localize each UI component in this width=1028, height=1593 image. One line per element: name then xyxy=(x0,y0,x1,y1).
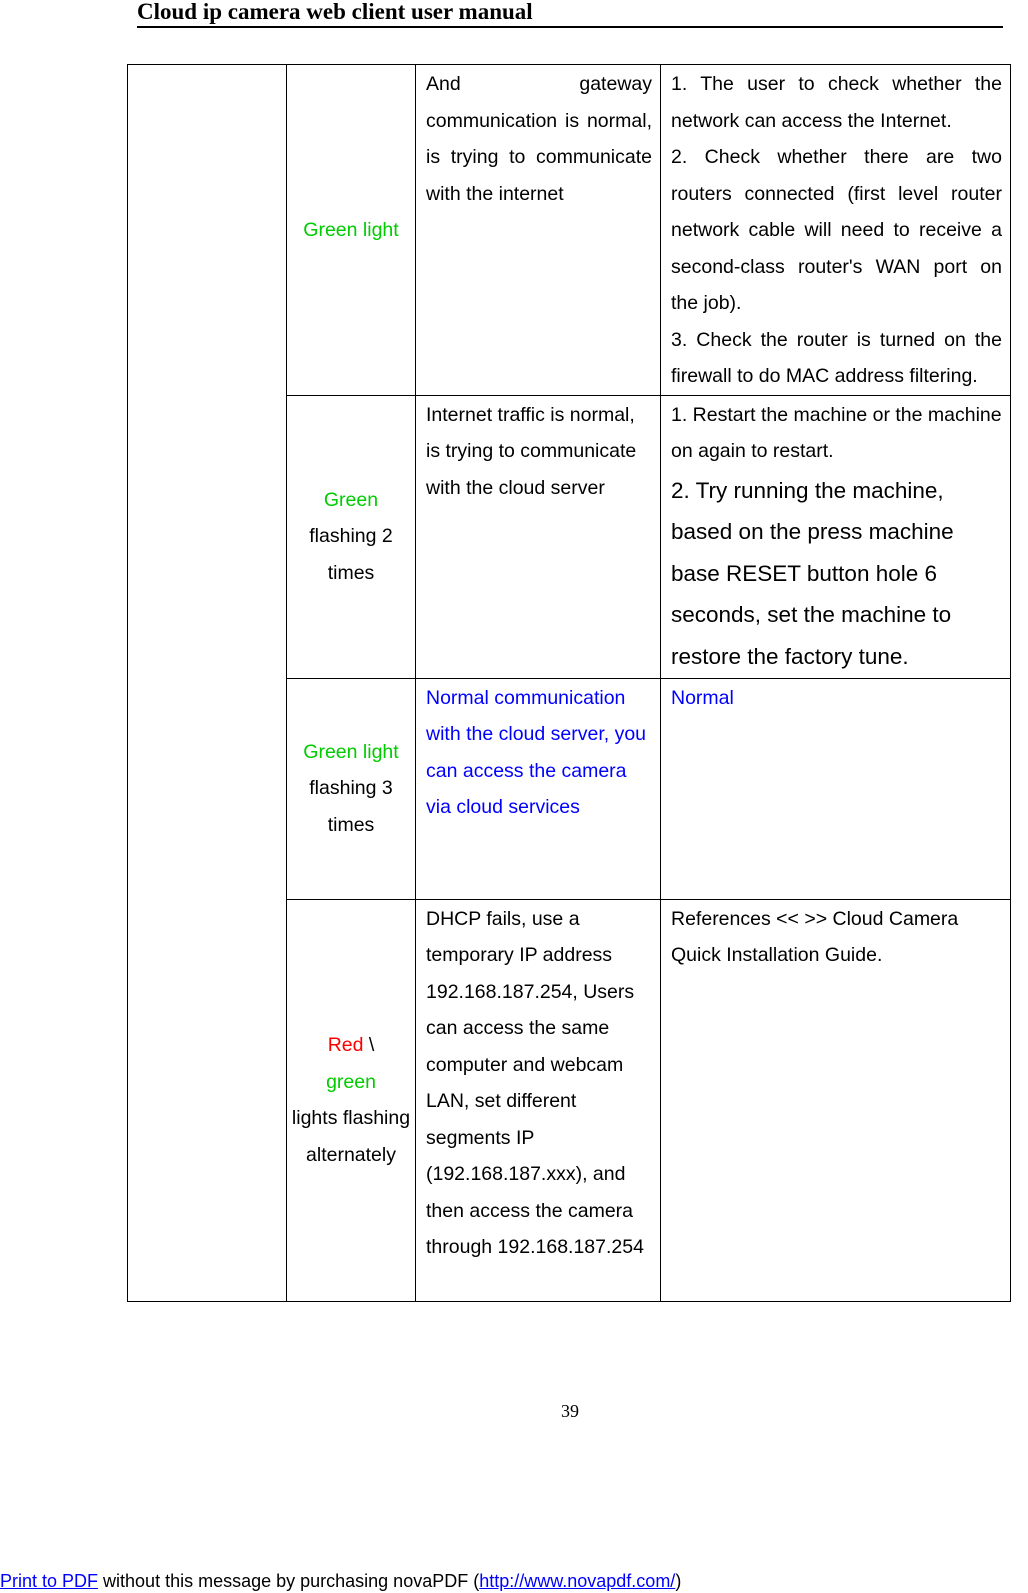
troubleshooting-table xyxy=(127,64,1011,1302)
description-cell: Normal communication with the cloud server, you can access the camera via cloud services xyxy=(416,678,661,899)
document-header xyxy=(137,0,1003,28)
indicator-cell xyxy=(128,65,287,1302)
solution-cell: References << >> Cloud Camera Quick Installation Guide. xyxy=(661,899,1011,1301)
status-flashing-text: flashing 2 times xyxy=(309,525,393,584)
page-number: 39 xyxy=(561,1401,579,1421)
description-cell: DHCP fails, use a temporary IP address 192.168.187.254, Users can access the same computer and webcam LAN, set different segments IP (192.168.187.xxx), and then access the camera through 192.168.187.254 xyxy=(416,899,661,1301)
solution-line: 1. Restart the machine or the machine on again to restart. xyxy=(671,403,1002,462)
status-flashing-text: flashing 3 times xyxy=(309,777,393,836)
status-cell xyxy=(287,395,416,678)
status-separator: \ xyxy=(368,1034,375,1056)
description-cell: And gateway communication is normal, is trying to communicate with the internet xyxy=(416,65,661,396)
status-green: green xyxy=(326,1070,376,1093)
solution-line: 3. Check the router is turned on the firewall to do MAC address filtering. xyxy=(671,328,1002,387)
status-cell xyxy=(287,899,416,1301)
solution-line: 2. Check whether there are two routers connected (first level router network cable will need to receive a second-class router's WAN port on the job). xyxy=(671,146,1002,314)
status-flashing-text: lights flashing alternately xyxy=(291,1107,411,1166)
solution-line: 1. The user to check whether the network can access the Internet. xyxy=(671,73,1002,132)
table-row xyxy=(128,65,1011,396)
novapdf-url-link[interactable]: http://www.novapdf.com/ xyxy=(479,1571,676,1591)
description-cell: Internet traffic is normal, is trying to communicate with the cloud server xyxy=(416,395,661,678)
document-title: Cloud ip camera web client user manual xyxy=(137,0,533,24)
status-green-light: Green light xyxy=(303,218,399,241)
solution-line: 2. Try running the machine, based on the press machine base RESET button hole 6 seconds, set the machine to restore the factory tune. xyxy=(671,477,954,669)
status-green: Green xyxy=(323,488,379,511)
status-cell xyxy=(287,678,416,899)
status-green-light: Green light xyxy=(303,740,399,763)
footer-text: without this message by purchasing novaPDF ( xyxy=(98,1571,480,1591)
status-red: Red xyxy=(327,1034,364,1056)
solution-cell: Normal xyxy=(661,678,1011,899)
print-to-pdf-link[interactable]: Print to PDF xyxy=(0,1571,99,1591)
solution-cell xyxy=(661,65,1011,396)
status-cell xyxy=(287,65,416,396)
solution-cell xyxy=(661,395,1011,678)
print-footer xyxy=(0,1571,681,1592)
footer-close-paren: ) xyxy=(675,1571,682,1591)
